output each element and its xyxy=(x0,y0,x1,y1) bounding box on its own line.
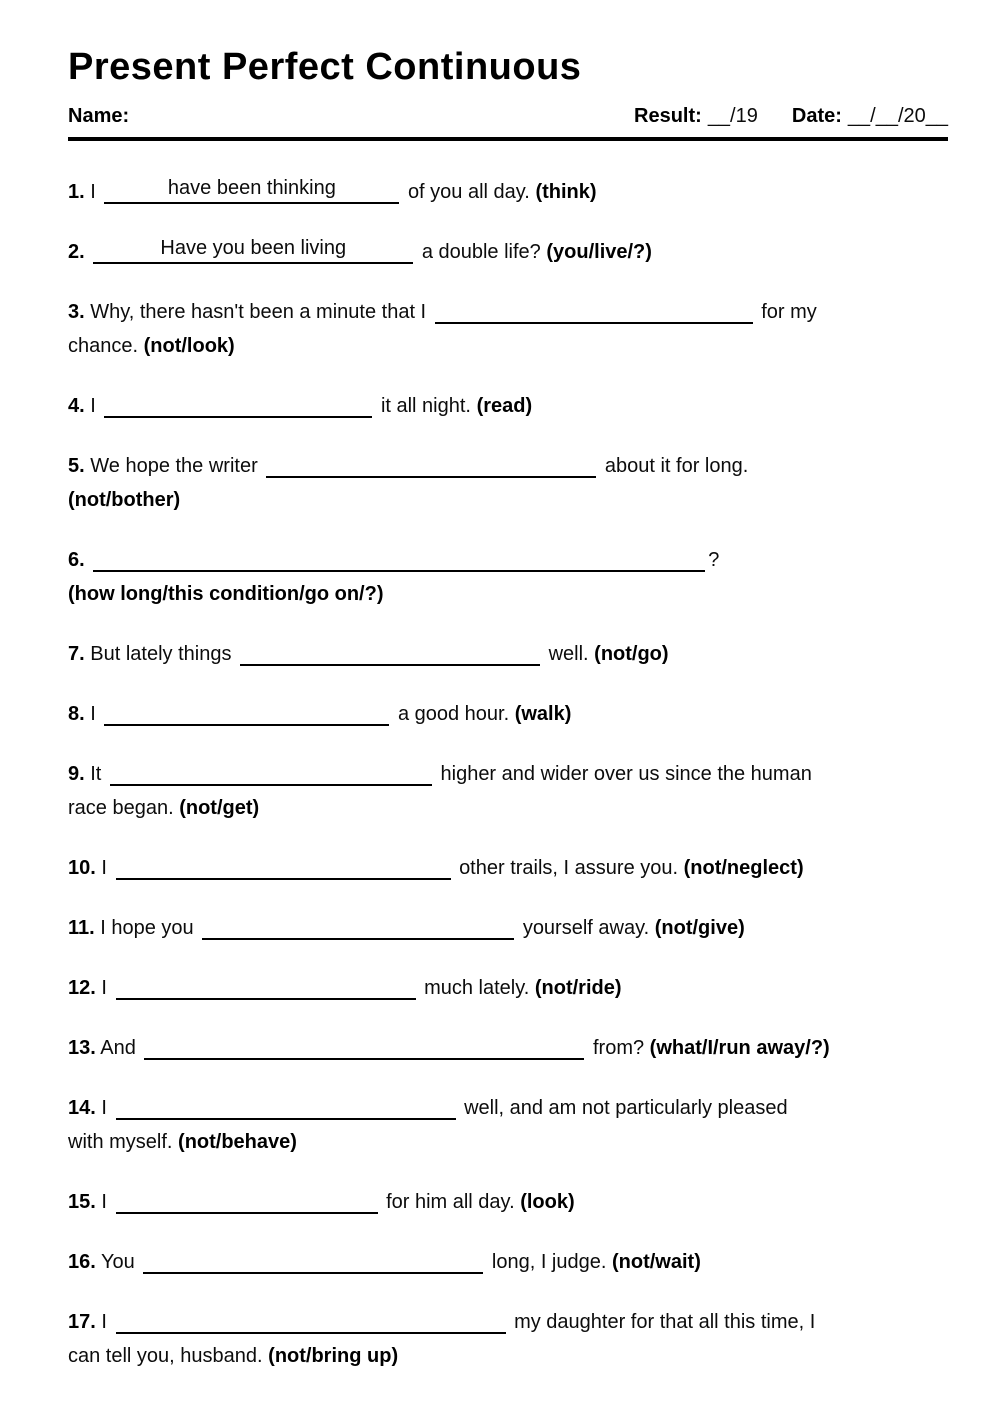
question xyxy=(68,542,948,611)
verb-hint: (look) xyxy=(520,1191,575,1213)
question-number: 16. xyxy=(68,1251,96,1273)
verb-hint: (not/ride) xyxy=(534,977,622,999)
question-text: I hope you xyxy=(100,917,194,939)
question-text: a good hour. xyxy=(397,703,510,725)
date-value: __/__/20__ xyxy=(847,105,948,127)
answer-blank[interactable] xyxy=(144,1030,584,1060)
question-text: other trails, I assure you. xyxy=(459,857,679,879)
question-text: of you all day. xyxy=(407,181,530,203)
question xyxy=(68,1304,948,1373)
answer-blank[interactable] xyxy=(104,696,389,726)
verb-hint: (not/go) xyxy=(594,643,669,665)
question-text: well, and am not particularly pleased xyxy=(464,1097,788,1119)
question-text: well. xyxy=(548,643,589,665)
answer-blank[interactable] xyxy=(116,970,416,1000)
question-number: 2. xyxy=(68,241,85,263)
answer-blank[interactable] xyxy=(104,388,372,418)
worksheet-header xyxy=(68,105,948,128)
question-text: yourself away. xyxy=(522,917,650,939)
answer-blank[interactable] xyxy=(435,294,753,324)
answer-blank[interactable] xyxy=(266,448,596,478)
verb-hint: (not/get) xyxy=(179,797,260,819)
question-text: long, I judge. xyxy=(491,1251,607,1273)
question-text: chance. xyxy=(68,335,139,357)
question-number: 13. xyxy=(68,1037,96,1059)
question xyxy=(68,756,948,825)
verb-hint: (not/behave) xyxy=(178,1131,297,1153)
header-right xyxy=(634,105,948,128)
question-text: I xyxy=(101,1191,107,1213)
filled-answer: have been thinking xyxy=(167,177,336,199)
answer-blank[interactable] xyxy=(143,1244,483,1274)
question-text: for my xyxy=(761,301,817,323)
question-number: 3. xyxy=(68,301,85,323)
date-pair xyxy=(792,105,948,128)
page-title: Present Perfect Continuous xyxy=(68,46,582,88)
question-text: higher and wider over us since the human xyxy=(440,763,812,785)
question xyxy=(68,850,948,885)
answer-blank[interactable] xyxy=(110,756,432,786)
question-text: about it for long. xyxy=(604,455,749,477)
answer-blank[interactable] xyxy=(93,234,413,264)
answer-blank[interactable] xyxy=(116,1304,506,1334)
verb-hint: (what/I/run away/?) xyxy=(649,1037,830,1059)
answer-blank[interactable] xyxy=(116,850,451,880)
filled-answer: Have you been living xyxy=(160,237,347,259)
answer-blank[interactable] xyxy=(116,1184,378,1214)
verb-hint: (how long/this condition/go on/?) xyxy=(68,583,384,605)
result-label: Result: xyxy=(634,105,702,127)
question xyxy=(68,636,948,671)
question-number: 10. xyxy=(68,857,96,879)
answer-blank[interactable] xyxy=(240,636,540,666)
verb-hint: (read) xyxy=(476,395,533,417)
question xyxy=(68,1184,948,1219)
question-number: 14. xyxy=(68,1097,96,1119)
question-number: 6. xyxy=(68,549,85,571)
answer-blank[interactable] xyxy=(116,1090,456,1120)
question-number: 9. xyxy=(68,763,85,785)
question-text: for him all day. xyxy=(386,1191,515,1213)
question-text: I xyxy=(90,703,96,725)
question-text: race began. xyxy=(68,797,174,819)
verb-hint: (think) xyxy=(535,181,597,203)
verb-hint: (not/bring up) xyxy=(268,1345,399,1367)
question-text: I xyxy=(101,857,107,879)
verb-hint: (not/give) xyxy=(654,917,745,939)
name-label: Name: xyxy=(68,105,130,127)
question-text: my daughter for that all this time, I xyxy=(514,1311,816,1333)
question-text: We hope the writer xyxy=(90,455,258,477)
verb-hint: (you/live/?) xyxy=(546,241,652,263)
question-text: ? xyxy=(708,549,720,571)
answer-blank[interactable] xyxy=(93,542,705,572)
header-divider xyxy=(68,137,948,141)
answer-blank[interactable] xyxy=(202,910,514,940)
question xyxy=(68,294,948,363)
question-text: I xyxy=(90,181,96,203)
question-text: much lately. xyxy=(424,977,530,999)
question-text: can tell you, husband. xyxy=(68,1345,263,1367)
question-number: 1. xyxy=(68,181,85,203)
question-text: It xyxy=(90,763,102,785)
question xyxy=(68,174,948,209)
question-number: 15. xyxy=(68,1191,96,1213)
question xyxy=(68,970,948,1005)
question-number: 5. xyxy=(68,455,85,477)
result-value: __/19 xyxy=(707,105,758,127)
verb-hint: (not/neglect) xyxy=(683,857,804,879)
question xyxy=(68,234,948,269)
verb-hint: (not/look) xyxy=(143,335,235,357)
questions xyxy=(68,174,948,1373)
question-number: 8. xyxy=(68,703,85,725)
question xyxy=(68,388,948,423)
question-text: Why, there hasn't been a minute that I xyxy=(90,301,427,323)
question-text: with myself. xyxy=(68,1131,173,1153)
question-text: And xyxy=(100,1037,136,1059)
answer-blank[interactable] xyxy=(104,174,399,204)
question-text: But lately things xyxy=(90,643,232,665)
question-text: I xyxy=(101,1097,107,1119)
question xyxy=(68,910,948,945)
question-number: 12. xyxy=(68,977,96,999)
question-number: 11. xyxy=(68,917,95,939)
question xyxy=(68,696,948,731)
verb-hint: (walk) xyxy=(514,703,572,725)
question-text: I xyxy=(101,977,107,999)
verb-hint: (not/bother) xyxy=(68,489,181,511)
question-text: from? xyxy=(592,1037,645,1059)
question-text: I xyxy=(90,395,96,417)
question-number: 4. xyxy=(68,395,85,417)
question xyxy=(68,1030,948,1065)
verb-hint: (not/wait) xyxy=(611,1251,701,1273)
question-number: 7. xyxy=(68,643,85,665)
date-label: Date: xyxy=(791,105,842,127)
question-text: a double life? xyxy=(421,241,541,263)
question xyxy=(68,448,948,517)
question-text: it all night. xyxy=(380,395,471,417)
question-text: I xyxy=(101,1311,107,1333)
question xyxy=(68,1244,948,1279)
question xyxy=(68,1090,948,1159)
result-pair xyxy=(634,105,758,128)
question-number: 17. xyxy=(68,1311,96,1333)
question-text: You xyxy=(101,1251,135,1273)
